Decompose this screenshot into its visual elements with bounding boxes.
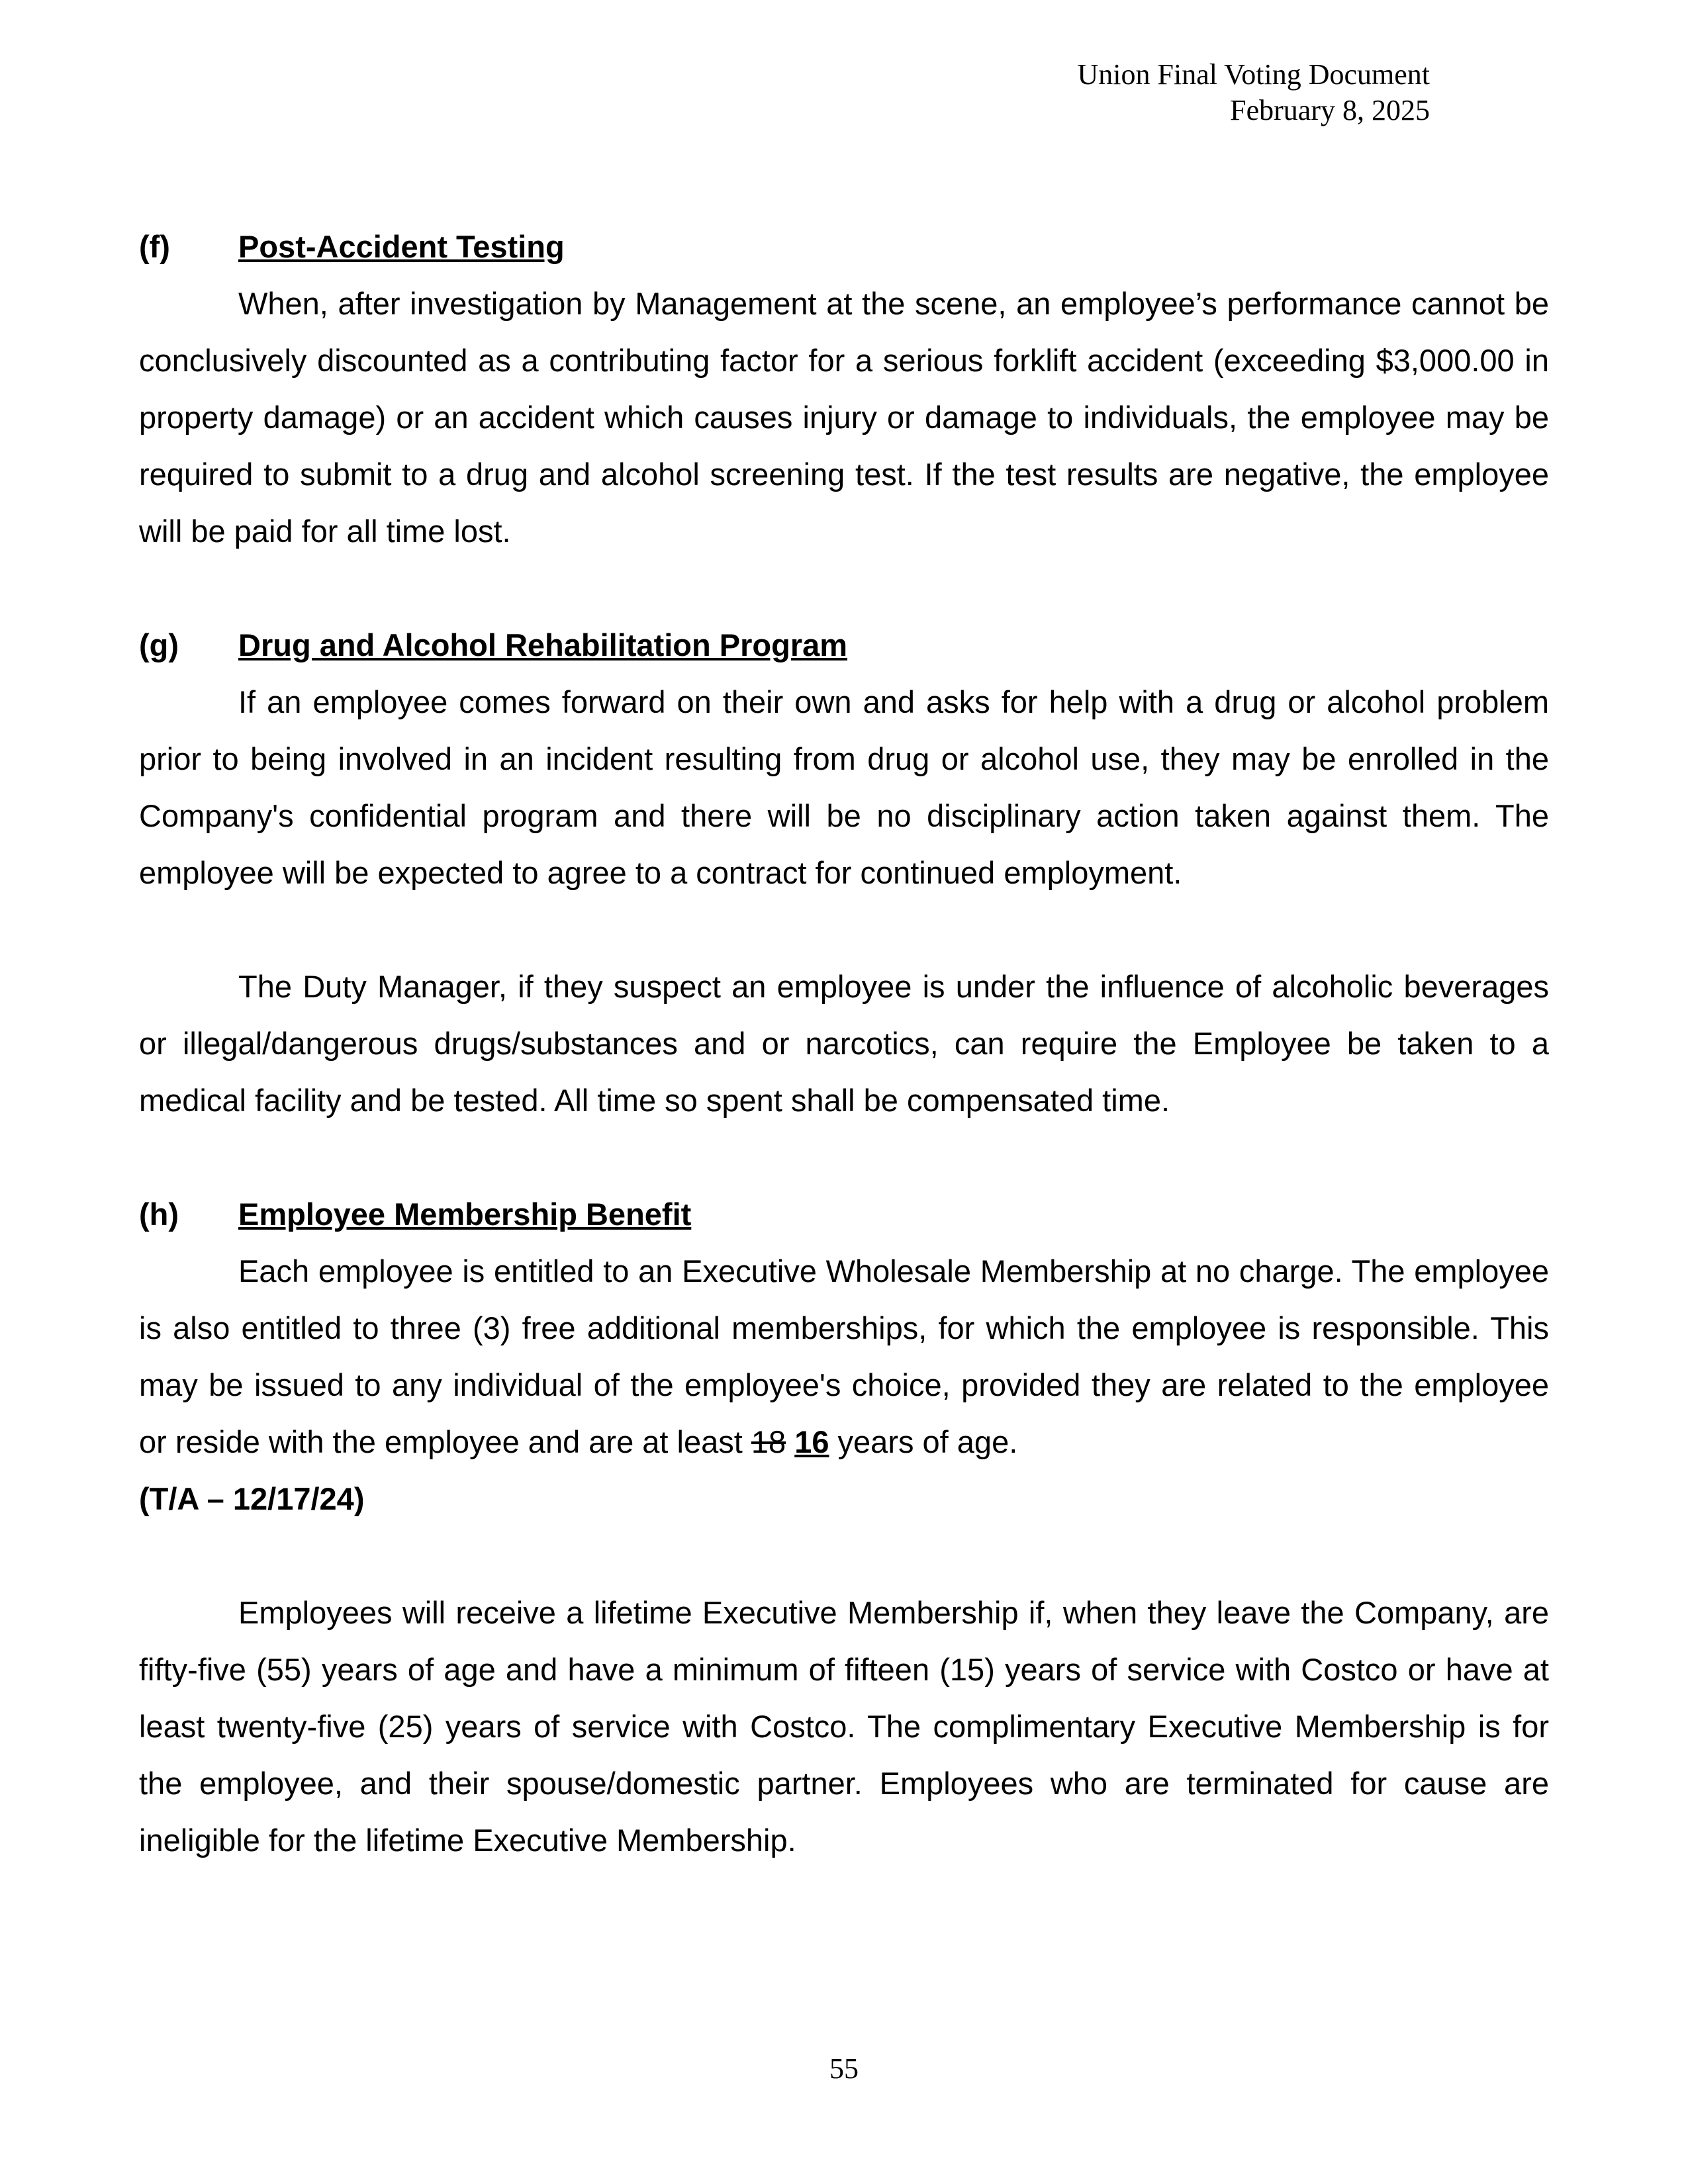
section-f-paragraph: When, after investigation by Management at the scene, an employee’s performance cannot be conclusively discounted as a contributing factor for a serious forklift accident (exceeding $3,000.00 in property damage) or an accident which causes injury or damage to individuals, the employee may be required to submit to a drug and alcohol screening test. If the test results are negative, the employee will be paid for all time lost. — [139, 286, 1549, 549]
section-g-title: Drug and Alcohol Rehabilitation Program — [238, 627, 848, 662]
header-title: Union Final Voting Document — [1077, 58, 1430, 91]
section-h-text-end: years of age. — [829, 1424, 1018, 1459]
section-g-heading — [139, 617, 1549, 674]
page-number: 55 — [829, 2052, 859, 2085]
section-f-heading — [139, 218, 1549, 275]
section-g-paragraph-1: If an employee comes forward on their own and asks for help with a drug or alcohol problem prior to being involved in an incident resulting from drug or alcohol use, they may be enrolled in the Company's confidential program and there will be no disciplinary action taken against them. The employee will be expected to agree to a contract for continued employment. — [139, 684, 1549, 890]
section-g-paragraph-2: The Duty Manager, if they suspect an employee is under the influence of alcoholic beverages or illegal/dangerous drugs/substances and or narcotics, can require the Employee be taken to a medical facility and be tested. All time so spent shall be compensated time. — [139, 969, 1549, 1118]
section-h-text: Each employee is entitled to an Executive Wholesale Membership at no charge. The employee is also entitled to three (3) free additional memberships, for which the employee is responsible. This may be issued to any individual of the employee's choice, provided they are related to the employee or reside with the employee and are at least — [139, 1253, 1549, 1459]
section-h-paragraph-2: Employees will receive a lifetime Executive Membership if, when they leave the Company, are fifty-five (55) years of age and have a minimum of fifteen (15) years of service with Costco or have at least twenty-five (25) years of service with Costco. The complimentary Executive Membership is for the employee, and their spouse/domestic partner. Employees who are terminated for cause are ineligible for the lifetime Executive Membership. — [139, 1595, 1549, 1858]
tentative-agreement-note: (T/A – 12/17/24) — [139, 1481, 365, 1516]
section-h-paragraph-1 — [139, 1243, 1549, 1471]
document-header — [1078, 57, 1430, 128]
struck-age: 18 — [751, 1424, 786, 1459]
section-f-title: Post-Accident Testing — [238, 229, 565, 264]
document-body — [139, 218, 1549, 1869]
section-h-title: Employee Membership Benefit — [238, 1197, 692, 1232]
section-h-heading — [139, 1186, 1549, 1243]
section-f-letter: (f) — [139, 229, 170, 264]
new-age: 16 — [794, 1424, 829, 1459]
section-h-letter: (h) — [139, 1197, 179, 1232]
header-date: February 8, 2025 — [1230, 94, 1430, 126]
section-g-letter: (g) — [139, 627, 179, 662]
